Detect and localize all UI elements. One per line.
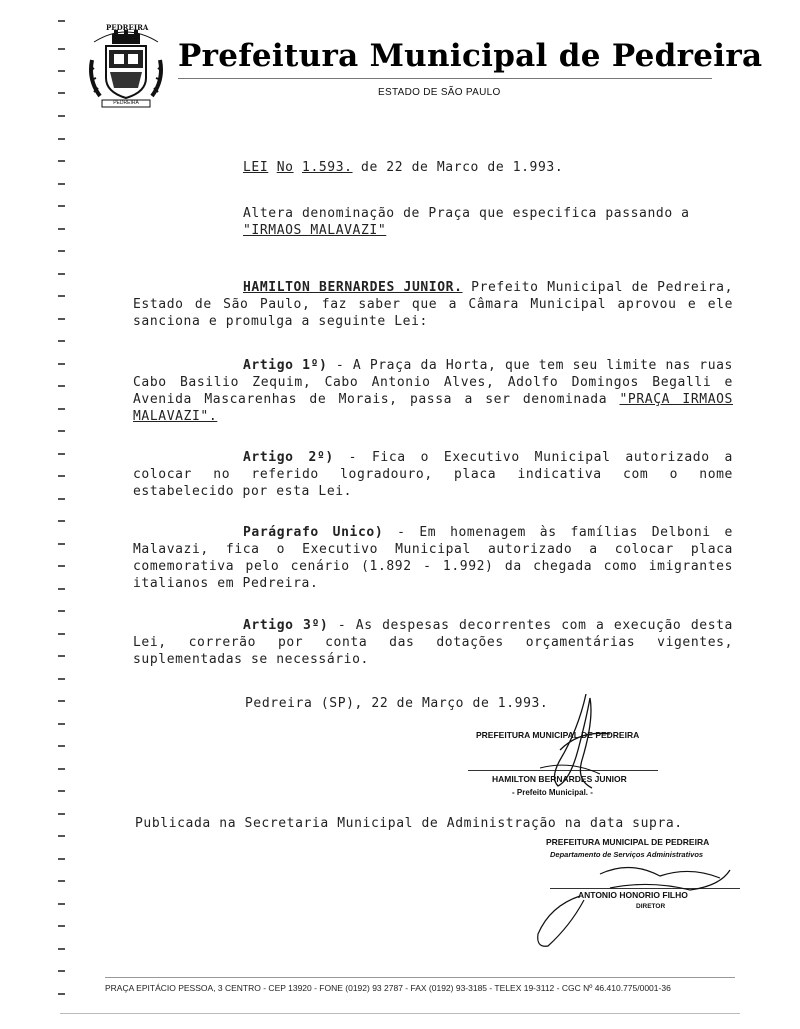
ementa-text: Altera denominação de Praça que especifica passando a xyxy=(243,206,690,221)
footer-rule xyxy=(105,977,735,978)
law-date: de 22 de Marco de 1.993. xyxy=(361,160,564,175)
article-3 xyxy=(133,617,733,668)
article-1-emph: "PRAÇA IRMAOS MALAVAZI". xyxy=(133,392,733,424)
preamble-paragraph xyxy=(133,279,733,330)
article-2 xyxy=(133,449,733,500)
article-2-text: - Fica o Executivo Municipal autorizado a colocar no referido logradouro, placa indicativa com o nome estabelecido por esta Lei. xyxy=(133,450,733,499)
publication-stamp xyxy=(520,832,750,952)
mayor-signature-scribble xyxy=(520,690,630,800)
paragrafo-unico xyxy=(133,524,733,592)
pub-stamp-line2: Departamento de Serviços Administrativos xyxy=(550,850,704,859)
mayor-name: HAMILTON BERNARDES JUNIOR. xyxy=(243,280,463,295)
pub-stamp-name: ANTONIO HONORIO FILHO xyxy=(578,890,688,900)
publication-text: Publicada na Secretaria Municipal de Administração na data supra. xyxy=(135,816,683,831)
pub-stamp-line1: PREFEITURA MUNICIPAL DE PEDREIRA xyxy=(546,837,710,847)
article-1 xyxy=(133,357,733,425)
state-subtitle: ESTADO DE SÃO PAULO xyxy=(378,87,501,98)
seal-banner: PEDREIRA xyxy=(113,100,139,106)
stamp-mayor-name: HAMILTON BERNARDES JUNIOR xyxy=(492,774,627,784)
footer-address: PRAÇA EPITÁCIO PESSOA, 3 CENTRO - CEP 13920 - FONE (0192) 93 2787 - FAX (0192) 93-3185 - TELEX 19-3112 - CGC Nº 46.410.775/0001-36 xyxy=(105,983,671,993)
footer-bottom-rule xyxy=(60,1013,740,1014)
law-label-lei: LEI xyxy=(243,160,269,175)
paragrafo-unico-label: Parágrafo Unico) xyxy=(243,525,384,540)
page-title: Prefeitura Municipal de Pedreira xyxy=(178,38,763,74)
article-3-text: - As despesas decorrentes com a execução desta Lei, correrão por conta das dotações orçamentárias vigentes, suplementadas se necessário. xyxy=(133,618,733,667)
ementa-name: "IRMAOS MALAVAZI" xyxy=(243,223,387,238)
preamble-text: Prefeito Municipal de Pedreira, Estado de São Paulo, faz saber que a Câmara Municipal aprovou e ele sanciona e promulga a seguinte Lei: xyxy=(133,280,733,329)
article-1-text: - A Praça da Horta, que tem seu limite nas ruas Cabo Basilio Zequim, Cabo Antonio Alves, Adolfo Domingos Begalli e Avenida Mascarenhas de Morais, passa a ser denominada xyxy=(133,358,733,407)
article-3-label: Artigo 3º) xyxy=(243,618,329,633)
coat-of-arms-seal xyxy=(86,20,166,110)
seal-text: PEDREIRA xyxy=(106,23,149,32)
article-1-label: Artigo 1º) xyxy=(243,358,328,373)
publication-signature-scribble xyxy=(520,856,740,952)
closing-place-date: Pedreira (SP), 22 de Março de 1.993. xyxy=(245,696,549,711)
law-label-no: No xyxy=(276,160,294,175)
stamp-prefeitura-line: PREFEITURA MUNICIPAL DE PEDREIRA xyxy=(476,730,640,740)
article-2-label: Artigo 2º) xyxy=(243,450,334,465)
law-number: 1.593. xyxy=(302,160,353,175)
seal-icon xyxy=(86,20,166,110)
law-heading xyxy=(243,160,563,175)
paragrafo-unico-text: - Em homenagem às famílias Delboni e Malavazi, fica o Executivo Municipal autorizado a colocar placa comemorativa pelo cenário (1.892 - 1.992) da chegada como imigrantes italianos em Pedreira. xyxy=(133,525,733,591)
title-underline xyxy=(178,78,712,79)
pub-stamp-role: DIRETOR xyxy=(636,903,666,910)
mayor-signature-block xyxy=(460,690,700,810)
stamp-mayor-role: - Prefeito Municipal. - xyxy=(512,788,593,797)
